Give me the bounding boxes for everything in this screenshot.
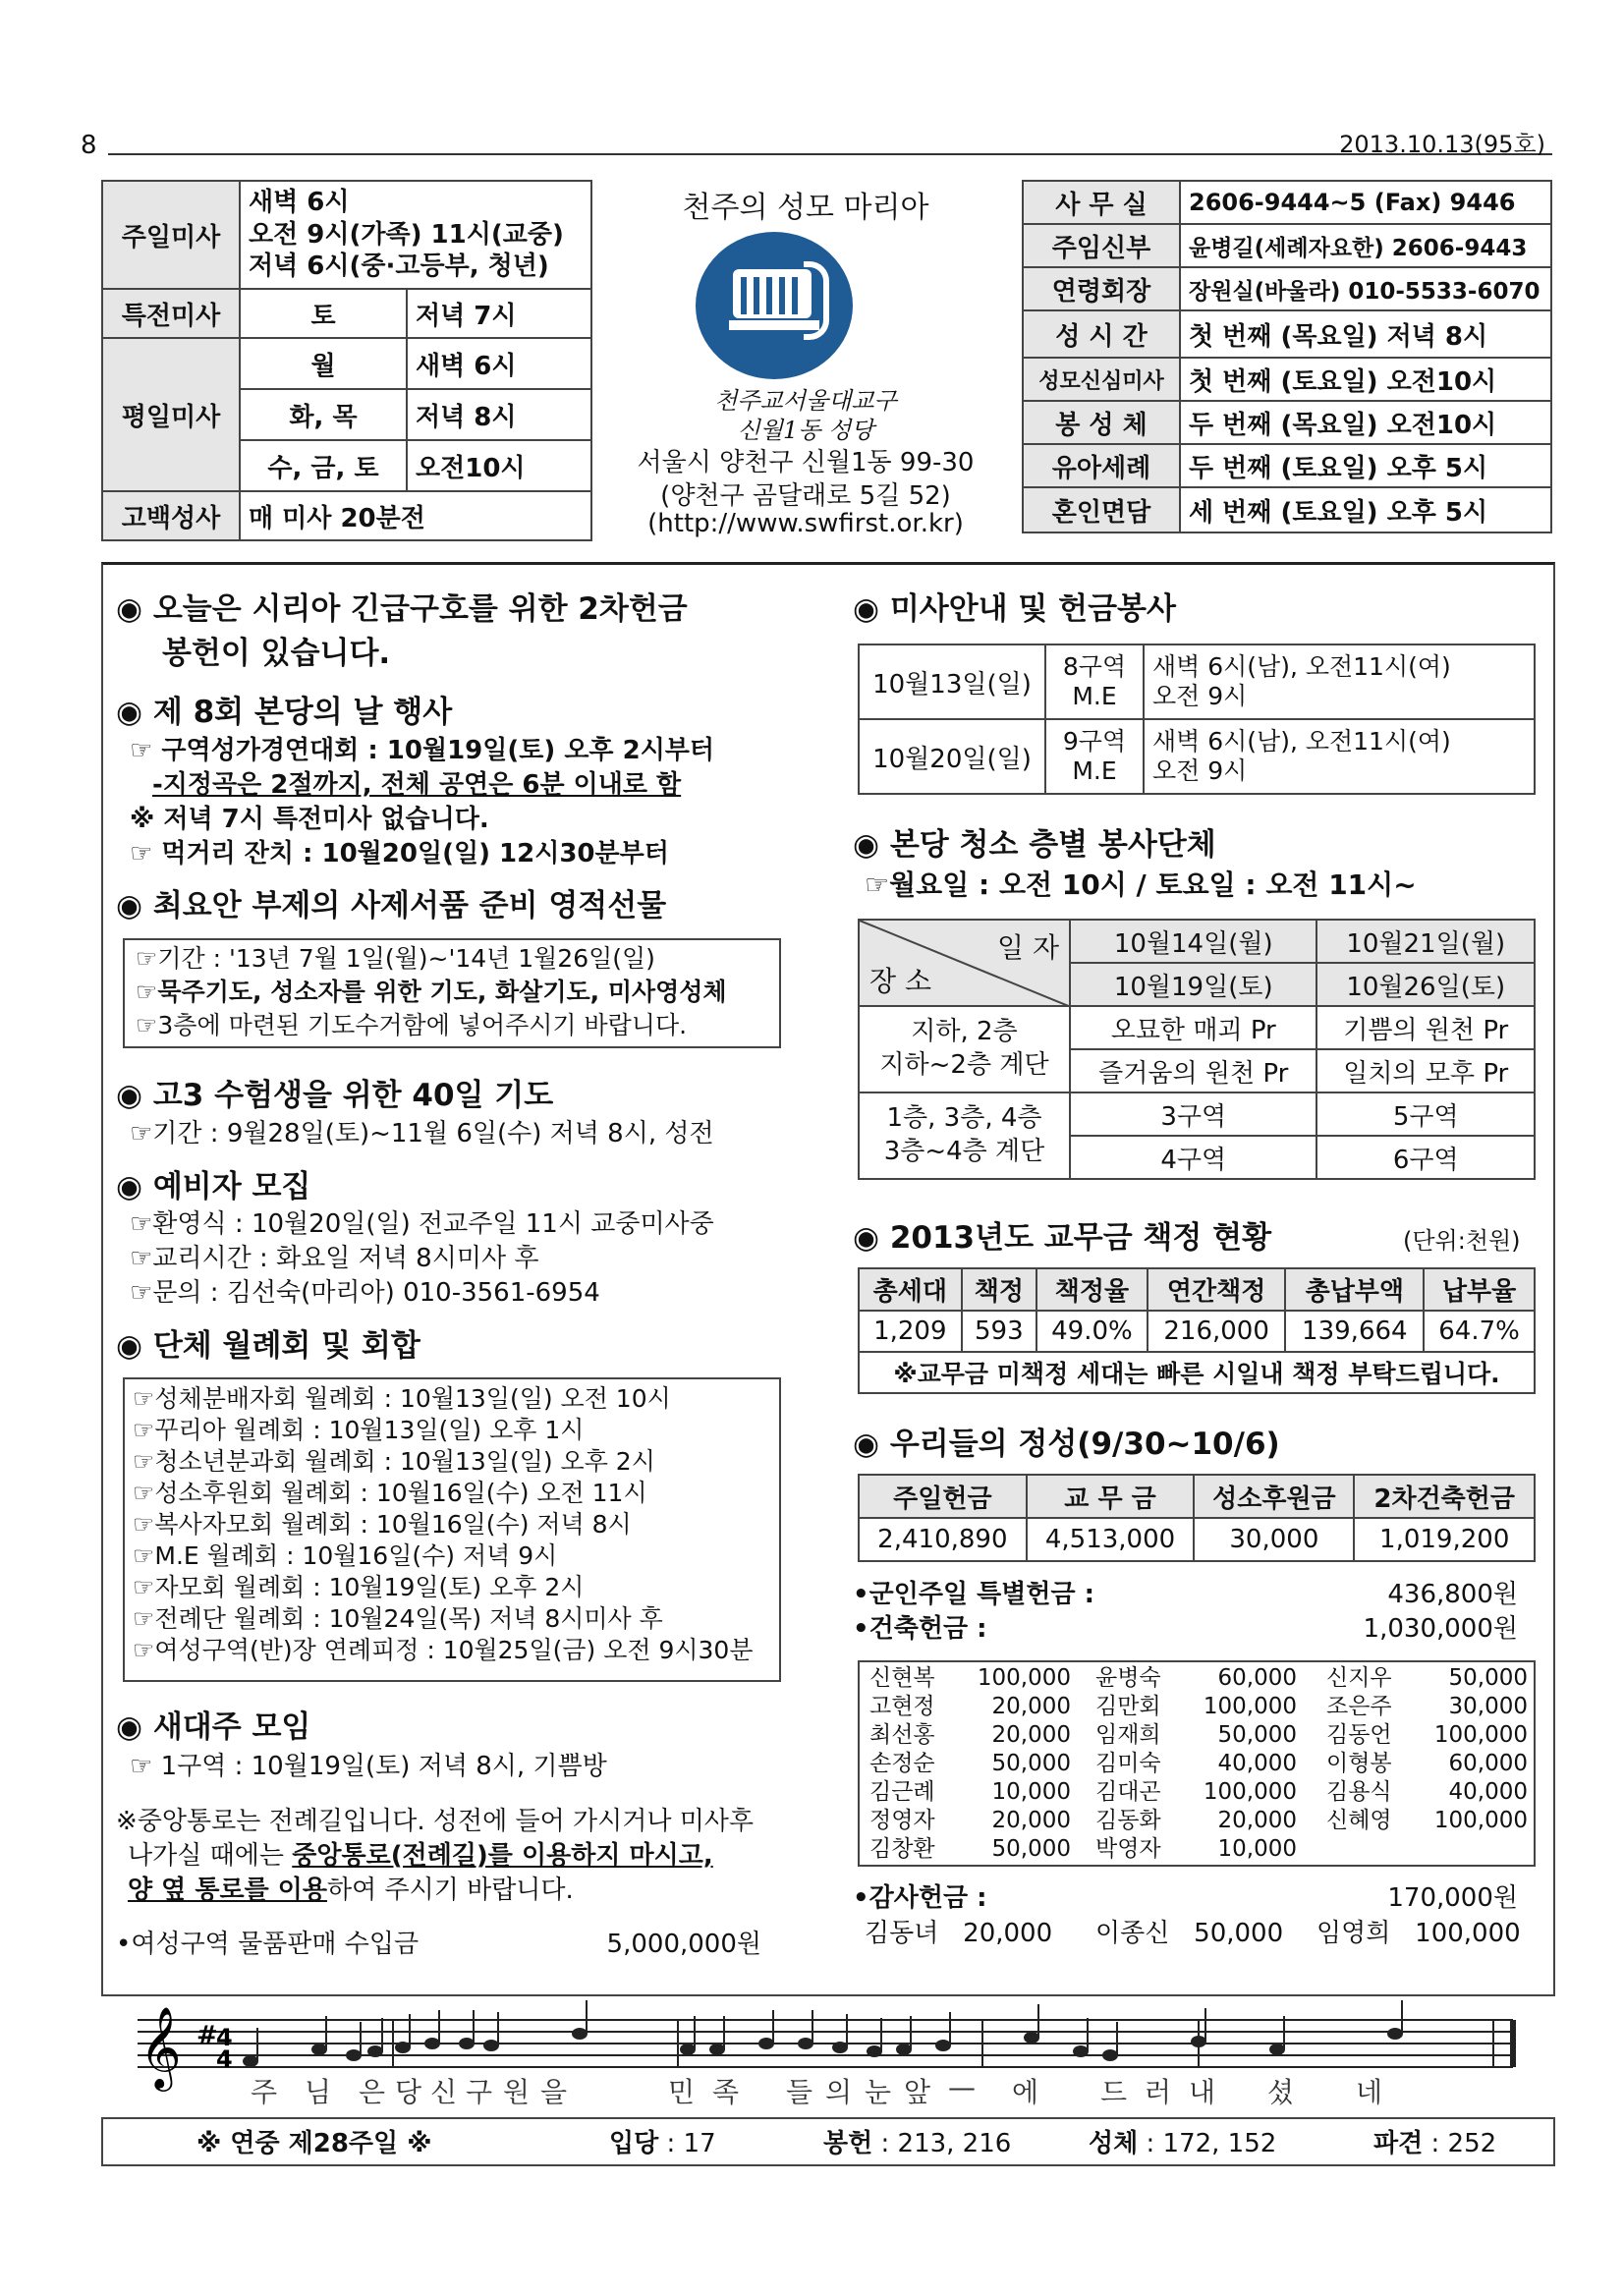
treble-clef-icon: 𝄞 xyxy=(140,2005,182,2088)
note-head xyxy=(935,2040,951,2051)
parish-info-table: 사 무 실 2606-9444~5 (Fax) 9446 주임신부 윤병길(세례자요한) 2606-9443 연령회장 장원실(바울라) 010-5533-6070 성 시 간 첫 번째 (목요일) 저녁 8시 성모신심미사 첫 번째 (토요일) 오전10시 봉 성 체 두 번째 (목요일) 오전10시 유아세례 두 번째 (토요일) 오후 5시 혼인면담 세 번째 (토요일) 오후 5시 xyxy=(1022,180,1552,533)
svg-text:4: 4 xyxy=(216,2045,233,2073)
donor-entry xyxy=(1095,1693,1297,1721)
note-head xyxy=(1269,2044,1285,2055)
note-head xyxy=(367,2045,383,2057)
donor-name: 김미숙 xyxy=(1095,1751,1161,1776)
note-head xyxy=(758,2038,774,2049)
donor-name: 이형봉 xyxy=(1326,1751,1392,1776)
lyric-syllable: 앞 xyxy=(904,2076,931,2108)
donor-amount: 30,000 xyxy=(1448,1694,1528,1719)
church-address-road: (양천구 곰달래로 5길 52) xyxy=(660,481,951,511)
thanks-donor-3: 임영희 100,000 xyxy=(1316,1919,1521,1948)
sunday-mass-times: 새벽 6시 오전 9시(가족) 11시(교중) 저녁 6시(중·고등부, 청년) xyxy=(240,181,591,289)
donor-entry xyxy=(1326,1778,1528,1807)
new-leaders-title: ◉ 새대주 모임 xyxy=(116,1709,311,1745)
aisle-note: ※중앙통로는 전례길입니다. 성전에 들어 가시거나 미사후 xyxy=(116,1807,755,1836)
mass-guide-title: ◉ 미사안내 및 헌금봉사 xyxy=(853,591,1176,627)
donor-entry xyxy=(869,1693,1071,1721)
tithe-unit: (단위:천원) xyxy=(1403,1227,1521,1255)
cleaning-title: ◉ 본당 청소 층별 봉사단체 xyxy=(853,827,1216,863)
note-head xyxy=(424,2038,440,2049)
donor-amount: 50,000 xyxy=(991,1751,1071,1776)
donor-amount: 100,000 xyxy=(1203,1694,1297,1719)
tithe-title: ◉ 2013년도 교무금 책정 현황 xyxy=(853,1220,1272,1256)
donor-name: 김근례 xyxy=(869,1779,935,1805)
cleaning-table: 일 자 장 소 10월14일(월) 10월21일(월) 10월19일(토) 10월26일(토) 지하, 2층 지하~2층 계단 오묘한 매괴 Pr 기쁨의 원천 Pr 즐거움의 원천 Pr 일치의 모후 Pr 1층, 3층, 4층 3층~4층 계단 3구역 5구역 4구역 6구역 xyxy=(858,919,1536,1180)
sunday-mass-label: 주일미사 xyxy=(102,181,240,289)
parish-day-title: ◉ 제 8회 본당의 날 행사 xyxy=(116,695,453,730)
weekday-mass-label: 평일미사 xyxy=(102,338,240,491)
lyric-syllable: 내 xyxy=(1189,2076,1216,2108)
issue-date: 2013.10.13(95호) xyxy=(1339,131,1545,158)
page-number: 8 xyxy=(81,131,97,160)
note-head xyxy=(1024,2032,1039,2044)
lyric-syllable: — xyxy=(948,2071,976,2103)
donor-name: 최선홍 xyxy=(869,1722,935,1748)
donor-name: 임재희 xyxy=(1095,1722,1161,1748)
lyric-syllable: 러 xyxy=(1145,2076,1172,2108)
donor-name: 김만회 xyxy=(1095,1694,1161,1719)
donor-amount: 20,000 xyxy=(991,1808,1071,1833)
thanks-offering-value: 170,000원 xyxy=(1387,1883,1518,1913)
donor-amount: 50,000 xyxy=(991,1836,1071,1862)
lyric-syllable: 네 xyxy=(1356,2076,1383,2108)
note-head xyxy=(832,2042,848,2053)
donor-entry xyxy=(1095,1721,1297,1750)
thanks-offering-label: •감사헌금 : xyxy=(853,1883,987,1913)
note-head xyxy=(709,2044,725,2055)
donor-entry xyxy=(869,1807,1071,1835)
donor-amount: 100,000 xyxy=(977,1665,1071,1691)
building-offering-value: 1,030,000원 xyxy=(1363,1614,1518,1644)
tithe-table: 총세대 책정 책정율 연간책정 총납부액 납부율 1,209 593 49.0% 216,000 139,664 64.7% ※교무금 미책정 세대는 빠른 시일내 책정 부탁드립니다. xyxy=(858,1267,1536,1394)
donor-amount: 10,000 xyxy=(991,1779,1071,1805)
military-offering-value: 436,800원 xyxy=(1387,1580,1518,1609)
liturgical-week: ※ 연중 제28주일 ※ xyxy=(196,2129,432,2158)
donor-name: 신지우 xyxy=(1326,1665,1392,1691)
hymn-music-staff xyxy=(118,1994,1533,2132)
donor-name: 김용식 xyxy=(1326,1779,1392,1805)
donor-entry xyxy=(1326,1721,1528,1750)
note-head xyxy=(798,2038,813,2049)
donor-entry xyxy=(1326,1750,1528,1778)
mass-schedule-table: 주일미사 새벽 6시 오전 9시(가족) 11시(교중) 저녁 6시(중·고등부, 청년) 특전미사 토 저녁 7시 평일미사 월 새벽 6시 화, 목 저녁 8시 수, 금, 토 오전10시 고백성사 매 미사 20분전 xyxy=(101,180,592,541)
donor-amount: 20,000 xyxy=(991,1722,1071,1748)
spiritual-gift-title: ◉ 최요안 부제의 사제서품 준비 영적선물 xyxy=(116,888,667,924)
lyric-syllable: 신 xyxy=(430,2076,458,2108)
donor-list xyxy=(869,1664,1528,1861)
church-address: 서울시 양천구 신월1동 99-30 xyxy=(637,448,975,477)
donor-amount: 10,000 xyxy=(1217,1836,1297,1862)
diocese-name: 천주교서울대교구 xyxy=(714,387,897,415)
donor-amount: 40,000 xyxy=(1448,1779,1528,1805)
lyric-syllable: 들 xyxy=(786,2076,813,2108)
donor-amount: 20,000 xyxy=(1217,1808,1297,1833)
catechumen-title: ◉ 예비자 모집 xyxy=(116,1169,311,1204)
lyric-syllable: 주 xyxy=(251,2076,278,2108)
special-mass-label: 특전미사 xyxy=(102,289,240,338)
lyric-syllable: 당 xyxy=(395,2076,422,2108)
note-head xyxy=(395,2042,411,2053)
dismissal-hymn: 파견 : 252 xyxy=(1373,2129,1497,2158)
notice-syria-title-2: 봉헌이 있습니다. xyxy=(162,636,391,671)
donor-entry xyxy=(1326,1693,1528,1721)
thanks-donor-2: 이종신 50,000 xyxy=(1095,1919,1284,1948)
note-head xyxy=(311,2044,327,2055)
donor-entry xyxy=(869,1778,1071,1807)
donor-amount: 100,000 xyxy=(1433,1722,1528,1748)
donor-entry xyxy=(869,1721,1071,1750)
donor-amount: 100,000 xyxy=(1433,1808,1528,1833)
donor-entry xyxy=(869,1835,1071,1864)
sale-income-label: •여성구역 물품판매 수입금 xyxy=(116,1930,420,1959)
building-offering-label: •건축헌금 : xyxy=(853,1614,987,1644)
thanks-donor-1: 김동녀 20,000 xyxy=(865,1919,1053,1948)
note-head xyxy=(680,2044,696,2055)
donor-name: 신현복 xyxy=(869,1665,935,1691)
lyric-syllable: 을 xyxy=(540,2076,568,2108)
note-head xyxy=(346,2049,362,2061)
lyric-syllable: 님 xyxy=(305,2076,332,2108)
offerings-title: ◉ 우리들의 정성(9/30~10/6) xyxy=(853,1427,1280,1462)
donor-entry xyxy=(1095,1835,1297,1864)
lyric-syllable: 구 xyxy=(466,2076,493,2108)
sale-income-value: 5,000,000원 xyxy=(606,1930,761,1959)
note-head xyxy=(1387,2028,1403,2040)
donor-name: 고현정 xyxy=(869,1694,935,1719)
lyric-syllable: 족 xyxy=(712,2076,740,2108)
donor-name: 윤병숙 xyxy=(1095,1665,1161,1691)
donor-name: 정영자 xyxy=(869,1808,935,1833)
donor-amount: 100,000 xyxy=(1203,1779,1297,1805)
lyric-syllable: 의 xyxy=(825,2076,853,2108)
offertory-hymn: 봉헌 : 213, 216 xyxy=(823,2129,1012,2158)
note-head xyxy=(243,2055,258,2067)
svg-text:4: 4 xyxy=(216,2024,233,2051)
hymn-lyrics xyxy=(118,2071,1533,2110)
note-head xyxy=(1102,2049,1118,2061)
donor-name: 김동화 xyxy=(1095,1808,1161,1833)
note-head xyxy=(1191,2036,1206,2047)
donor-entry xyxy=(869,1664,1071,1693)
offerings-table: 주일헌금 교 무 금 성소후원금 2차건축헌금 2,410,890 4,513,000 30,000 1,019,200 xyxy=(858,1474,1536,1562)
donor-name: 김동언 xyxy=(1326,1722,1392,1748)
parish-name: 신월1동 성당 xyxy=(737,417,874,444)
lyric-syllable: 원 xyxy=(503,2076,531,2108)
mass-guide-table: 10월13일(일) 8구역 M.E 새벽 6시(남), 오전11시(여) 오전 9시 10월20일(일) 9구역 M.E 새벽 6시(남), 오전11시(여) 오전 9시 xyxy=(858,644,1536,795)
notes-group xyxy=(243,2000,1403,2067)
donor-entry xyxy=(1326,1664,1528,1693)
note-head xyxy=(459,2038,475,2049)
donor-name: 신혜영 xyxy=(1326,1808,1392,1833)
donor-amount: 40,000 xyxy=(1217,1751,1297,1776)
donor-entry xyxy=(1326,1807,1528,1835)
confession-label: 고백성사 xyxy=(102,491,240,540)
donor-name: 김창환 xyxy=(869,1836,935,1862)
donor-name: 박영자 xyxy=(1095,1836,1161,1862)
note-head xyxy=(867,2045,882,2057)
header-rule xyxy=(108,153,1552,155)
entrance-hymn: 입당 : 17 xyxy=(609,2129,716,2158)
church-name: 천주의 성모 마리아 xyxy=(682,191,929,225)
lyric-syllable: 에 xyxy=(1012,2076,1039,2108)
lyric-syllable: 민 xyxy=(668,2076,696,2108)
note-head xyxy=(483,2040,499,2051)
donor-entry xyxy=(1095,1750,1297,1778)
donor-name: 손정순 xyxy=(869,1751,935,1776)
donor-amount: 60,000 xyxy=(1448,1751,1528,1776)
donor-entry xyxy=(869,1750,1071,1778)
donor-amount: 50,000 xyxy=(1217,1722,1297,1748)
donor-amount: 50,000 xyxy=(1448,1665,1528,1691)
lyric-syllable: 은 xyxy=(359,2076,386,2108)
note-head xyxy=(896,2044,912,2055)
note-head xyxy=(572,2028,588,2040)
military-offering-label: •군인주일 특별헌금 : xyxy=(853,1580,1095,1609)
donor-amount: 60,000 xyxy=(1217,1665,1297,1691)
notice-syria-title: ◉ 오늘은 시리아 긴급구호를 위한 2차헌금 xyxy=(116,591,688,627)
donor-entry xyxy=(1095,1778,1297,1807)
donor-amount: 20,000 xyxy=(991,1694,1071,1719)
donor-entry xyxy=(1095,1807,1297,1835)
donor-entry xyxy=(1095,1664,1297,1693)
church-website-link[interactable]: (http://www.swfirst.or.kr) xyxy=(647,509,964,538)
note-head xyxy=(1073,2045,1089,2057)
donor-name: 조은주 xyxy=(1326,1694,1392,1719)
lyric-syllable: 셨 xyxy=(1267,2076,1295,2108)
svg-text:#: # xyxy=(196,2021,218,2050)
lyric-syllable: 드 xyxy=(1100,2076,1128,2108)
group-meetings-title: ◉ 단체 월례회 및 회합 xyxy=(116,1328,420,1364)
donor-name: 김대곤 xyxy=(1095,1779,1161,1805)
lyric-syllable: 눈 xyxy=(865,2076,892,2108)
parish-logo-icon xyxy=(696,232,853,379)
exam-prayer-title: ◉ 고3 수험생을 위한 40일 기도 xyxy=(116,1078,554,1113)
communion-hymn: 성체 : 172, 152 xyxy=(1089,2129,1277,2158)
